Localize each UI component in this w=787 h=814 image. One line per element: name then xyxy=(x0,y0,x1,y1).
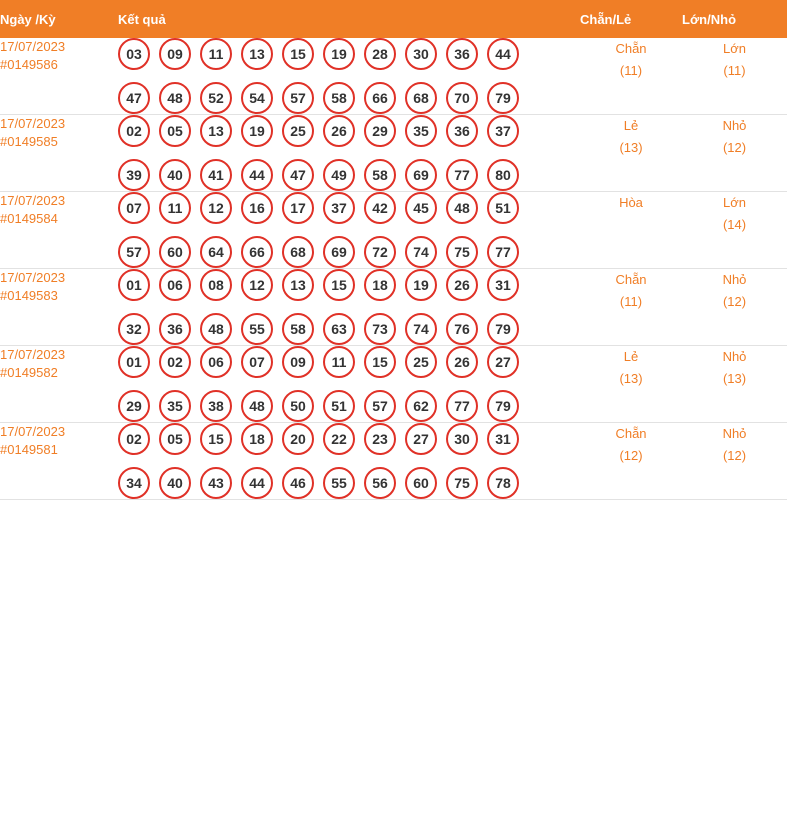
result-ball: 66 xyxy=(364,82,396,114)
result-ball: 28 xyxy=(364,38,396,70)
size-cell xyxy=(682,346,787,423)
result-ball: 60 xyxy=(159,236,191,268)
result-ball: 31 xyxy=(487,269,519,301)
result-ball: 37 xyxy=(323,192,355,224)
size-count: (11) xyxy=(723,63,746,78)
result-ball: 11 xyxy=(323,346,355,378)
result-ball: 32 xyxy=(118,313,150,345)
size-count: (13) xyxy=(722,371,747,386)
result-ball: 11 xyxy=(200,38,232,70)
table-header-row xyxy=(0,0,787,38)
result-ball: 06 xyxy=(200,346,232,378)
result-ball: 27 xyxy=(405,423,437,455)
draw-date-cell xyxy=(0,115,118,192)
result-ball: 40 xyxy=(159,159,191,191)
size-count: (12) xyxy=(722,140,747,155)
result-ball: 19 xyxy=(241,115,273,147)
draw-date: 17/07/2023 xyxy=(0,270,66,285)
result-ball: 37 xyxy=(487,115,519,147)
result-ball: 41 xyxy=(200,159,232,191)
draw-date-cell xyxy=(0,346,118,423)
result-ball: 03 xyxy=(118,38,150,70)
result-ball: 20 xyxy=(282,423,314,455)
result-ball: 05 xyxy=(159,115,191,147)
result-ball: 26 xyxy=(323,115,355,147)
ball-row xyxy=(118,159,580,191)
draw-date: 17/07/2023 xyxy=(0,193,66,208)
result-ball: 80 xyxy=(487,159,519,191)
result-ball: 09 xyxy=(159,38,191,70)
result-ball: 77 xyxy=(446,390,478,422)
result-ball: 44 xyxy=(241,159,273,191)
result-ball: 75 xyxy=(446,236,478,268)
result-ball: 78 xyxy=(487,467,519,499)
result-ball: 54 xyxy=(241,82,273,114)
result-ball: 09 xyxy=(282,346,314,378)
result-ball: 01 xyxy=(118,346,150,378)
ball-row xyxy=(118,313,580,345)
result-ball: 07 xyxy=(241,346,273,378)
parity-cell xyxy=(580,192,682,269)
result-ball: 58 xyxy=(323,82,355,114)
parity-cell xyxy=(580,115,682,192)
column-header-date: Ngày /Kỳ xyxy=(0,0,118,38)
result-ball: 02 xyxy=(159,346,191,378)
parity-value: Chẵn xyxy=(615,272,647,287)
result-ball: 74 xyxy=(405,313,437,345)
result-ball: 48 xyxy=(446,192,478,224)
result-ball: 66 xyxy=(241,236,273,268)
result-ball: 57 xyxy=(118,236,150,268)
ball-row xyxy=(118,423,580,455)
result-ball: 70 xyxy=(446,82,478,114)
result-ball: 58 xyxy=(282,313,314,345)
parity-value: Chẵn xyxy=(615,41,647,56)
result-ball: 43 xyxy=(200,467,232,499)
size-count: (14) xyxy=(722,217,747,232)
result-ball: 60 xyxy=(405,467,437,499)
draw-date-cell xyxy=(0,38,118,115)
result-ball: 29 xyxy=(118,390,150,422)
result-ball: 23 xyxy=(364,423,396,455)
result-ball: 02 xyxy=(118,423,150,455)
result-ball: 19 xyxy=(405,269,437,301)
result-ball: 75 xyxy=(446,467,478,499)
result-ball: 62 xyxy=(405,390,437,422)
result-ball: 69 xyxy=(405,159,437,191)
result-ball: 40 xyxy=(159,467,191,499)
table-row xyxy=(0,115,787,192)
parity-value: Lẻ xyxy=(623,349,639,364)
result-ball: 56 xyxy=(364,467,396,499)
table-row xyxy=(0,269,787,346)
result-ball: 58 xyxy=(364,159,396,191)
size-cell xyxy=(682,115,787,192)
result-ball: 46 xyxy=(282,467,314,499)
result-ball: 27 xyxy=(487,346,519,378)
result-ball: 12 xyxy=(241,269,273,301)
result-ball: 18 xyxy=(364,269,396,301)
result-ball: 52 xyxy=(200,82,232,114)
parity-cell xyxy=(580,38,682,115)
size-value: Lớn xyxy=(723,195,746,210)
result-ball: 17 xyxy=(282,192,314,224)
draw-date: 17/07/2023 xyxy=(0,424,66,439)
result-ball: 30 xyxy=(405,38,437,70)
result-ball: 57 xyxy=(282,82,314,114)
draw-id: #0149584 xyxy=(0,211,58,226)
parity-value: Chẵn xyxy=(615,426,647,441)
result-ball: 44 xyxy=(487,38,519,70)
parity-cell xyxy=(580,346,682,423)
result-ball: 18 xyxy=(241,423,273,455)
size-value: Lớn xyxy=(723,41,746,56)
draw-date-cell xyxy=(0,423,118,500)
draw-result-cell xyxy=(118,269,580,346)
result-ball: 15 xyxy=(364,346,396,378)
draw-date: 17/07/2023 xyxy=(0,116,66,131)
result-ball: 26 xyxy=(446,346,478,378)
result-ball: 25 xyxy=(405,346,437,378)
size-value: Nhỏ xyxy=(722,272,747,287)
draw-date-cell xyxy=(0,269,118,346)
result-ball: 74 xyxy=(405,236,437,268)
draw-id: #0149585 xyxy=(0,134,58,149)
result-ball: 13 xyxy=(241,38,273,70)
result-ball: 15 xyxy=(200,423,232,455)
ball-row xyxy=(118,115,580,147)
table-row xyxy=(0,38,787,115)
parity-count: (13) xyxy=(619,371,643,386)
size-value: Nhỏ xyxy=(722,118,747,133)
table-header xyxy=(0,0,787,38)
parity-value: Hòa xyxy=(619,195,643,210)
result-ball: 55 xyxy=(241,313,273,345)
result-ball: 29 xyxy=(364,115,396,147)
ball-row xyxy=(118,269,580,301)
size-count: (12) xyxy=(722,448,747,463)
size-value: Nhỏ xyxy=(722,349,747,364)
result-ball: 15 xyxy=(282,38,314,70)
result-ball: 36 xyxy=(446,38,478,70)
result-ball: 76 xyxy=(446,313,478,345)
ball-row xyxy=(118,38,580,70)
size-cell xyxy=(682,38,787,115)
result-ball: 05 xyxy=(159,423,191,455)
result-ball: 22 xyxy=(323,423,355,455)
result-ball: 07 xyxy=(118,192,150,224)
result-ball: 79 xyxy=(487,313,519,345)
result-ball: 55 xyxy=(323,467,355,499)
parity-cell xyxy=(580,423,682,500)
table-body xyxy=(0,38,787,500)
ball-row xyxy=(118,467,580,499)
ball-row xyxy=(118,390,580,422)
result-ball: 47 xyxy=(282,159,314,191)
size-cell xyxy=(682,423,787,500)
result-ball: 35 xyxy=(159,390,191,422)
result-ball: 19 xyxy=(323,38,355,70)
size-cell xyxy=(682,192,787,269)
draw-id: #0149581 xyxy=(0,442,58,457)
result-ball: 44 xyxy=(241,467,273,499)
draw-result-cell xyxy=(118,423,580,500)
ball-row xyxy=(118,82,580,114)
column-header-result: Kết quả xyxy=(118,0,580,38)
result-ball: 68 xyxy=(405,82,437,114)
draw-id: #0149583 xyxy=(0,288,58,303)
result-ball: 30 xyxy=(446,423,478,455)
ball-row xyxy=(118,346,580,378)
result-ball: 36 xyxy=(159,313,191,345)
column-header-size: Lớn/Nhỏ xyxy=(682,0,787,38)
parity-cell xyxy=(580,269,682,346)
result-ball: 77 xyxy=(446,159,478,191)
size-cell xyxy=(682,269,787,346)
result-ball: 50 xyxy=(282,390,314,422)
result-ball: 11 xyxy=(159,192,191,224)
parity-count: (13) xyxy=(619,140,643,155)
result-ball: 13 xyxy=(200,115,232,147)
parity-count: (11) xyxy=(619,63,643,78)
parity-count: (11) xyxy=(619,294,643,309)
result-ball: 02 xyxy=(118,115,150,147)
result-ball: 49 xyxy=(323,159,355,191)
draw-id: #0149586 xyxy=(0,57,58,72)
result-ball: 15 xyxy=(323,269,355,301)
parity-value: Lẻ xyxy=(623,118,639,133)
result-ball: 25 xyxy=(282,115,314,147)
draw-result-cell xyxy=(118,346,580,423)
draw-result-cell xyxy=(118,115,580,192)
parity-count: (12) xyxy=(619,448,643,463)
result-ball: 38 xyxy=(200,390,232,422)
result-ball: 13 xyxy=(282,269,314,301)
result-ball: 69 xyxy=(323,236,355,268)
result-ball: 57 xyxy=(364,390,396,422)
size-value: Nhỏ xyxy=(722,426,747,441)
ball-row xyxy=(118,192,580,224)
result-ball: 51 xyxy=(487,192,519,224)
result-ball: 45 xyxy=(405,192,437,224)
result-ball: 48 xyxy=(200,313,232,345)
result-ball: 16 xyxy=(241,192,273,224)
size-count: (12) xyxy=(722,294,747,309)
result-ball: 79 xyxy=(487,390,519,422)
result-ball: 64 xyxy=(200,236,232,268)
draw-id: #0149582 xyxy=(0,365,58,380)
table-row xyxy=(0,192,787,269)
result-ball: 31 xyxy=(487,423,519,455)
result-ball: 48 xyxy=(241,390,273,422)
result-ball: 08 xyxy=(200,269,232,301)
result-ball: 68 xyxy=(282,236,314,268)
ball-row xyxy=(118,236,580,268)
result-ball: 73 xyxy=(364,313,396,345)
result-ball: 35 xyxy=(405,115,437,147)
result-ball: 34 xyxy=(118,467,150,499)
draw-date-cell xyxy=(0,192,118,269)
result-ball: 12 xyxy=(200,192,232,224)
result-ball: 06 xyxy=(159,269,191,301)
draw-date: 17/07/2023 xyxy=(0,347,66,362)
result-ball: 48 xyxy=(159,82,191,114)
column-header-parity: Chẵn/Lẻ xyxy=(580,0,682,38)
draw-date: 17/07/2023 xyxy=(0,39,66,54)
result-ball: 42 xyxy=(364,192,396,224)
table-row xyxy=(0,346,787,423)
table-row xyxy=(0,423,787,500)
result-ball: 39 xyxy=(118,159,150,191)
result-ball: 51 xyxy=(323,390,355,422)
result-ball: 63 xyxy=(323,313,355,345)
result-ball: 77 xyxy=(487,236,519,268)
result-ball: 79 xyxy=(487,82,519,114)
draw-result-cell xyxy=(118,38,580,115)
result-ball: 01 xyxy=(118,269,150,301)
result-ball: 47 xyxy=(118,82,150,114)
result-ball: 26 xyxy=(446,269,478,301)
draw-result-cell xyxy=(118,192,580,269)
result-ball: 36 xyxy=(446,115,478,147)
result-ball: 72 xyxy=(364,236,396,268)
